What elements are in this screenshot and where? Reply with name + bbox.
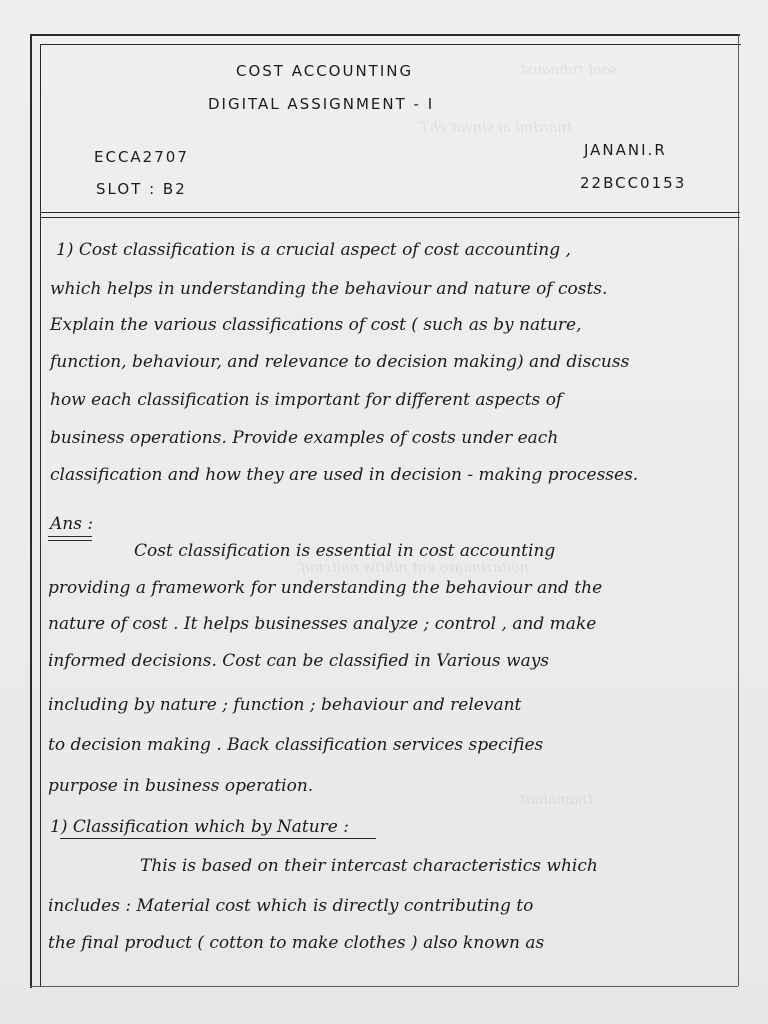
registration-number: 22BCC0153: [580, 174, 687, 192]
question-line: business operations. Provide examples of costs under each: [50, 428, 559, 448]
page-border-right: [738, 34, 739, 986]
question-line: which helps in understanding the behaviour and nature of costs.: [50, 279, 608, 299]
question-line: classification and how they are used in decision - making processes.: [50, 465, 639, 485]
answer-label-underline: [48, 536, 92, 537]
answer-line: including by nature ; function ; behaviour and relevant: [48, 695, 522, 715]
answer-line: nature of cost . It helps businesses analyze ; control , and make: [48, 614, 597, 634]
section-line: includes : Material cost which is directly contributing to: [48, 896, 534, 916]
question-line: how each classification is important for different aspects of: [50, 390, 563, 410]
question-line: function, behaviour, and relevance to decision making) and discuss: [50, 352, 630, 372]
assignment-subtitle: DIGITAL ASSIGNMENT - I: [208, 95, 435, 113]
student-name: JANANI.R: [584, 141, 667, 159]
answer-label-underline: [48, 540, 92, 541]
answer-label: Ans :: [50, 514, 94, 534]
section-line: the final product ( cotton to make clothes ) also known as: [48, 933, 545, 953]
header-divider: [40, 212, 740, 218]
notebook-page: soul ruhnaust tnardmi ai sinvat ehT noitazinagro ent nihtiw noitcnuf tnamataat COST ACCOUNTING DIGITAL ASSIGNMENT - I ECCA2707 SLOT : B2 JANANI.R 22BCC0153 1) Cost classification is a crucial aspect of cost accounting , which helps in understanding the behaviour and nature of costs. Explain the various classifications of cost ( such as by nature, function, behaviour, and relevance to decision making) and discuss how each classification is important for different aspects of business operations. Provide examples of costs under each classification and how they are used in decision - making processes. Ans : Cost classification is essential in cost accounting providing a framework for understanding the behaviour and the nature of cost . It helps businesses analyze ; control , and make informed decisions. Cost can be classified in Various ways including by nature ; function ; behaviour and relevant to decision making . Back classification services specifies purpose in business operation. 1) Classification which by Nature : This is based on their intercast characteristics which includes : Material cost which is directly contributing to the final product ( cotton to make clothes ) also known as: [0, 0, 768, 1024]
question-line: 1) Cost classification is a crucial aspect of cost accounting ,: [56, 240, 571, 260]
section-heading-underline: [60, 838, 376, 839]
answer-line: purpose in business operation.: [48, 776, 314, 796]
answer-line: informed decisions. Cost can be classified in Various ways: [48, 651, 550, 671]
answer-line: providing a framework for understanding the behaviour and the: [48, 578, 603, 598]
slot-label: SLOT : B2: [96, 180, 187, 198]
answer-line: Cost classification is essential in cost accounting: [134, 541, 556, 561]
page-border-bottom: [30, 986, 738, 987]
section-line: This is based on their intercast characteristics which: [140, 856, 598, 876]
question-line: Explain the various classifications of cost ( such as by nature,: [50, 315, 582, 335]
assignment-title: COST ACCOUNTING: [236, 62, 414, 80]
section-heading: 1) Classification which by Nature :: [50, 817, 349, 837]
course-code: ECCA2707: [94, 148, 189, 166]
answer-line: to decision making . Back classification services specifies: [48, 735, 544, 755]
